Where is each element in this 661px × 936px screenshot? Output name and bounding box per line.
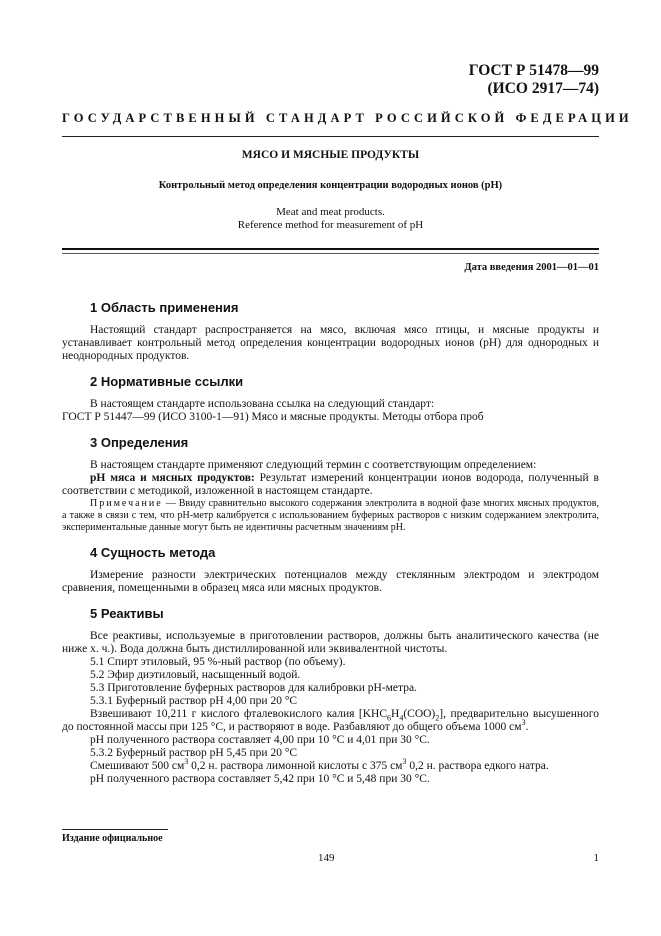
section-3-note <box>62 498 599 534</box>
weighing-text-d: ], предварительно высушенного до постоянной массы при 125 °С, и растворяют в воде. Разбавляют до общего объема 1000 см <box>62 708 599 733</box>
mix-text-c: 0,2 н. раствора едкого натра. <box>406 760 549 772</box>
sheet-number: 1 <box>593 852 599 864</box>
section-2-reference: ГОСТ Р 51447—99 (ИСО 3100-1—91) Мясо и мясные продукты. Методы отбора проб <box>62 411 484 423</box>
note-label: Примечание <box>90 498 163 509</box>
official-edition-label: Издание официальное <box>62 833 163 844</box>
section-5-intro: Все реактивы, используемые в приготовлении растворов, должны быть аналитического качества (не ниже х. ч.). Вода должна быть дистиллированной или эквивалентной чистоты. <box>62 630 599 655</box>
ph-result-2: рН полученного раствора составляет 5,42 при 10 °С и 5,48 при 30 °С. <box>90 773 430 785</box>
mixing-paragraph <box>62 757 599 773</box>
page-number: 149 <box>318 852 335 864</box>
ph-result-1: рН полученного раствора составляет 4,00 при 10 °С и 4,01 при 30 °С. <box>90 734 430 746</box>
definition-text: Результат измерений концентрации ионов водорода, полученный в соответствии с методикой, изложенной в настоящем стандарте. <box>62 472 599 497</box>
section-3-heading: 3 Определения <box>90 435 189 450</box>
gost-number: ГОСТ Р 51478—99 <box>468 62 599 79</box>
gost-code-block <box>469 62 599 98</box>
weighing-text-b: H <box>391 708 400 720</box>
mix-sup-2: 3 <box>402 757 407 767</box>
item-5-1: 5.1 Спирт этиловый, 95 %-ный раствор (по объему). <box>90 656 346 668</box>
section-5-heading: 5 Реактивы <box>90 606 164 621</box>
document-body <box>62 300 599 786</box>
term: рН мяса и мясных продуктов: <box>90 472 255 484</box>
section-4-text: Измерение разности электрических потенциалов между стеклянным электродом и электродом сравнения, помещенными в образец мяса или мясных продуктов. <box>62 569 599 594</box>
document-subtitle: Контрольный метод определения концентрации водородных ионов (рН) <box>158 180 503 191</box>
item-5-3: 5.3 Приготовление буферных растворов для калибровки рН-метра. <box>90 682 417 694</box>
mix-text-a: Смешивают 500 см <box>90 760 185 772</box>
mix-sup-1: 3 <box>184 757 189 767</box>
top-divider <box>62 136 599 137</box>
mix-text-b: 0,2 н. раствора лимонной кислоты с 375 см <box>188 760 403 772</box>
section-3-definition <box>62 472 599 498</box>
document-title: МЯСО И МЯСНЫЕ ПРОДУКТЫ <box>241 149 420 161</box>
section-1-text: Настоящий стандарт распространяется на мясо, включая мясо птицы, и мясные продукты и устанавливает контрольный метод определения концентрации водородных ионов (рН) для однородных и неоднородных продуктов. <box>62 324 599 362</box>
weighing-text-e: . <box>525 721 529 733</box>
section-2-heading: 2 Нормативные ссылки <box>90 374 244 389</box>
english-title-line1: Meat and meat products. <box>276 206 385 218</box>
section-4-heading: 4 Сущность метода <box>90 545 216 560</box>
introduction-date: Дата введения 2001—01—01 <box>464 262 599 273</box>
english-title-line2: Reference method for measurement of pH <box>237 218 424 231</box>
footer-divider <box>62 829 168 830</box>
section-1-heading: 1 Область применения <box>90 300 239 315</box>
weighing-text-c: (COO) <box>403 708 436 720</box>
volume-sup: 3 <box>521 718 526 728</box>
weighing-text-a: Взвешивают 10,211 г кислого фталевокислого калия [KHC <box>90 708 387 720</box>
section-3-line1: В настоящем стандарте применяют следующий термин с соответствующим определением: <box>90 459 537 471</box>
formula-sub-3: 2 <box>435 713 440 723</box>
item-5-3-1: 5.3.1 Буферный раствор рН 4,00 при 20 °С <box>90 695 298 707</box>
section-2-line1: В настоящем стандарте использована ссылка на следующий стандарт: <box>90 398 435 410</box>
weighing-paragraph <box>62 708 599 734</box>
double-divider <box>62 248 599 254</box>
formula-sub-1: 6 <box>387 713 391 723</box>
english-title <box>62 206 599 231</box>
note-text: — Ввиду сравнительно высокого содержания электролита в водной фазе многих мясных продуктов, а также в связи с тем, что рН-метр калибруется с использованием буферных растворов с низким содержанием электролита, экспериментальные данные могут быть не идентичны расчетным значениям рН. <box>62 498 599 533</box>
item-5-2: 5.2 Эфир диэтиловый, насыщенный водой. <box>90 669 301 681</box>
formula-sub-2: 4 <box>399 713 404 723</box>
state-standard-heading: ГОСУДАРСТВЕННЫЙ СТАНДАРТ РОССИЙСКОЙ ФЕДЕРАЦИИ <box>62 111 633 125</box>
iso-number: (ИСО 2917—74) <box>487 80 599 97</box>
item-5-3-2: 5.3.2 Буферный раствор рН 5,45 при 20 °С <box>90 747 298 759</box>
